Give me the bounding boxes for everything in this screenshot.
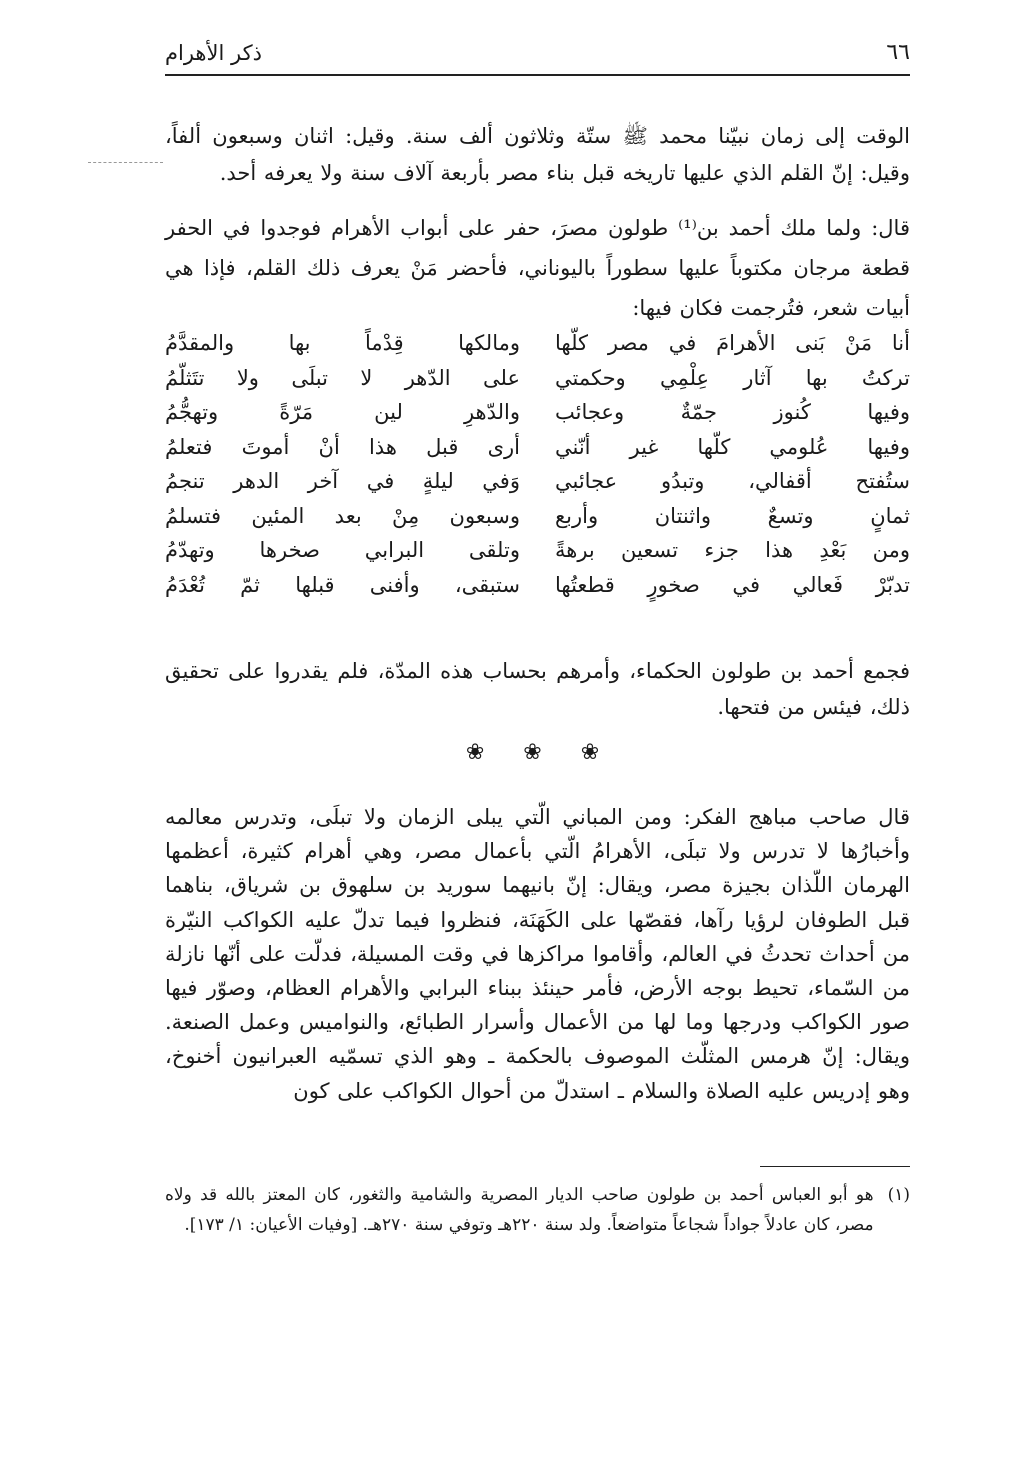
verse-second-half: والدّهرِ لين مَرّةً وتهجُّمُ <box>165 400 520 424</box>
footnote-separator <box>760 1166 910 1167</box>
running-title: ذكر الأهرام <box>165 41 262 65</box>
section-divider-ornament <box>165 740 910 765</box>
poem-verse <box>165 464 910 499</box>
verse-second-half: وسبعون مِنْ بعد المئين فتسلمُ <box>165 503 520 528</box>
poem-verse <box>165 395 910 430</box>
poem-verse <box>165 499 910 534</box>
verse-second-half: ستبقى، وأفنى قبلها ثمّ تُعْدَمُ <box>165 572 520 597</box>
verse-second-half: على الدّهر لا تبلَى ولا تتَثلّمُ <box>165 365 520 390</box>
verse-first-half: ومن بَعْدِ هذا جزء تسعين برهةً <box>555 538 910 562</box>
flower-ornament-icon: ❀ <box>465 740 495 765</box>
footnote-marker: (١) <box>887 1185 910 1205</box>
poem-verse <box>165 430 910 465</box>
paragraph-ahmad-ibn-tulun: قال: ولما ملك أحمد بن⁽¹⁾ طولون مصرَ، حفر على أبواب الأهرام فوجدوا في الحفر قطعة مرجان مكتوباً عليها سطوراً باليوناني، فأحضر مَنْ يعرف ذلك القلم، فإذا هي أبيات شعر، فتُرجمت فكان فيها: <box>165 216 910 320</box>
verse-first-half: وفيها كُنوز جمّةٌ وعجائب <box>555 400 910 424</box>
verse-second-half: أرى قبل هذا أنْ أموتَ فتعلمُ <box>165 434 520 459</box>
paragraph-wise-men: فجمع أحمد بن طولون الحكماء، وأمرهم بحساب هذه المدّة، فلم يقدروا على تحقيق ذلك، فيئس من فتحها. <box>165 659 910 719</box>
poem-verse <box>165 326 910 361</box>
flower-ornament-icon: ❀ <box>523 740 552 765</box>
verse-first-half: وفيها عُلومي كلّها غير أنّني <box>555 434 910 459</box>
verse-second-half: ومالكها قِدْماً بها والمقدَّمُ <box>165 331 520 355</box>
margin-mark <box>88 162 163 163</box>
verse-first-half: أنا مَنْ بَنى الأهرامَ في مصر كلّها <box>555 331 910 355</box>
poem-verse <box>165 568 910 603</box>
page-number: ٦٦ <box>886 40 910 65</box>
running-header <box>165 32 910 76</box>
paragraph-mabahij-al-fikr: قال صاحب مباهج الفكر: ومن المباني الّتي يبلى الزمان ولا تبلَى، وتدرس معالمه وأخبارُها لا تدرس ولا تبلَى، الأهرامُ الّتي بأعمال مصر، وهي أهرام كثيرة، أعظمها الهرمان اللّذان بجيزة مصر، ويقال: إنّ بانيهما سوريد بن سلهوق بن شرياق، بناهما قبل الطوفان لرؤيا رآها، فقصّها على الكَهَنَة، فنظروا فيما تدلّ عليه الكواكب النيّرة من أحداث تحدثُ في العالم، وأقاموا مراكزها في وقت المسيلة، فدلّت على أنّها نازلة من السّماء، تحيط بوجه الأرض، فأمر حينئذ ببناء البرابي والأهرام العظام، وصوّر فيها صور الكواكب ودرجها وما لها من الأعمال وأسرار الطبائع، والنواميس وعمل الصنعة. ويقال: إنّ هرمس المثلّث الموصوف بالحكمة ـ وهو الذي تسمّيه العبرانيون أخنوخ، وهو إدريس عليه الصلاة والسلام ـ استدلّ من أحوال الكواكب على كون <box>165 805 910 1103</box>
verse-first-half: تدبّرْ فَعالي في صخورٍ قطعتُها <box>555 572 910 597</box>
poem <box>165 326 910 602</box>
verse-first-half: تركتُ بها آثار عِلْمِي وحكمتي <box>555 365 910 390</box>
footnote-text: هو أبو العباس أحمد بن طولون صاحب الديار المصرية والشامية والثغور، كان المعتز بالله قد ولاه مصر، كان عادلاً جواداً شجاعاً متواضعاً. ولد سنة ٢٢٠هـ وتوفي سنة ٢٧٠هـ. [وفيات الأعيان: ١/ ١٧٣]. <box>165 1185 874 1235</box>
footnote <box>165 1180 910 1240</box>
poem-verse <box>165 361 910 396</box>
paragraph-continuation: الوقت إلى زمان نبيّنا محمد ﷺ ستّة وثلاثون ألف سنة. وقيل: اثنان وسبعون ألفاً، وقيل: إنّ القلم الذي عليها تاريخه قبل بناء مصر بأربعة آلاف سنة ولا يعرفه أحد. <box>165 124 910 185</box>
verse-second-half: وتلقى البرابي صخرها وتهدّمُ <box>165 538 520 562</box>
verse-second-half: وَفي ليلةٍ في آخر الدهر تنجمُ <box>165 469 520 493</box>
poem-verse <box>165 533 910 568</box>
flower-ornament-icon: ❀ <box>580 740 610 765</box>
verse-first-half: ستُفتح أقفالي، وتبدُو عجائبي <box>555 469 910 493</box>
verse-first-half: ثمانٍ وتسعٌ واثنتان وأربع <box>555 503 910 528</box>
